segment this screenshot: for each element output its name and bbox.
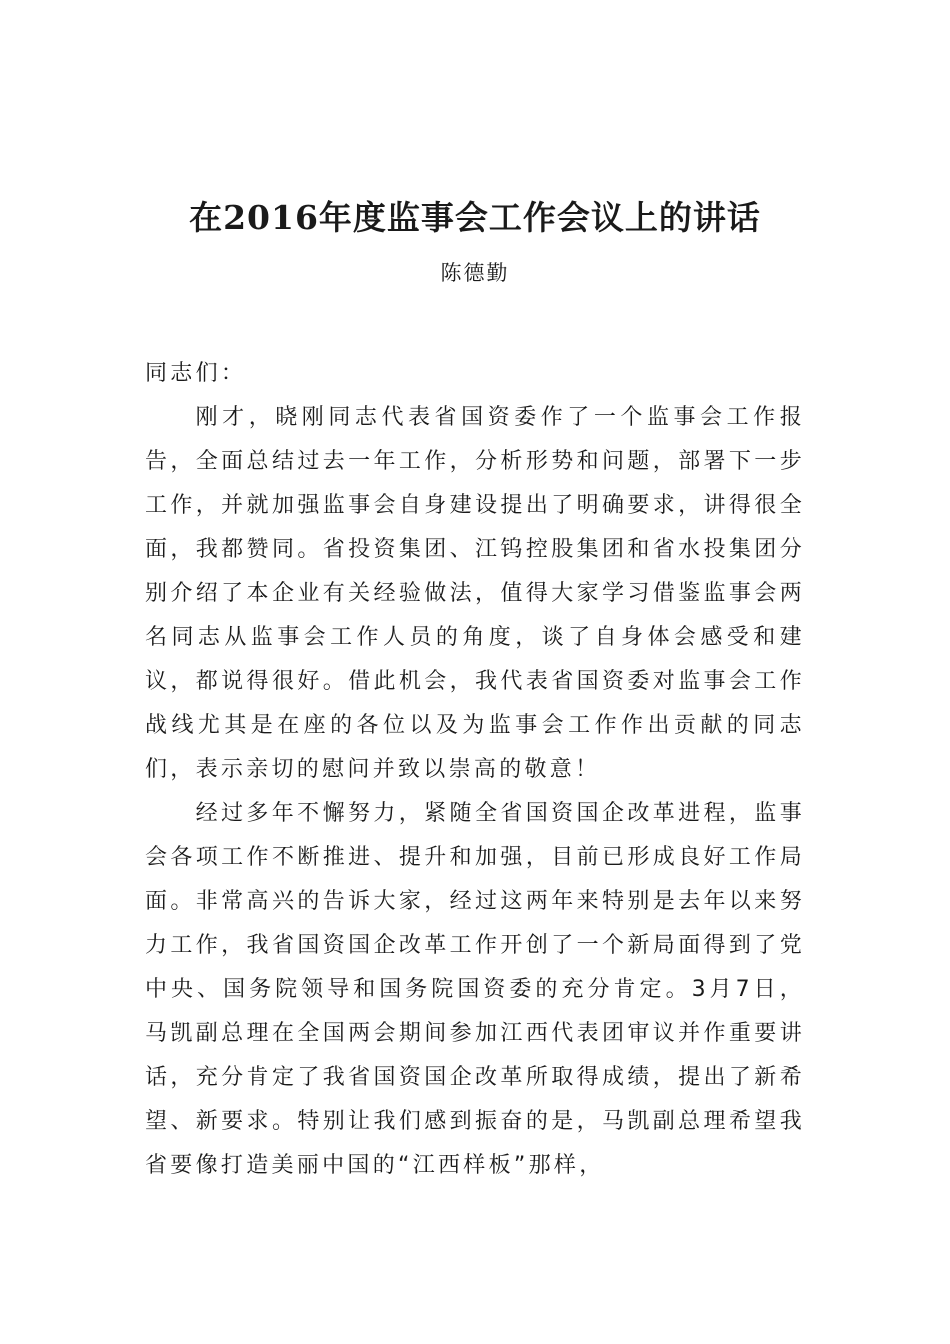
document-title: 在2016年度监事会工作会议上的讲话	[189, 198, 761, 237]
salutation: 同志们：	[145, 361, 247, 386]
paragraph-1: 刚才，晓刚同志代表省国资委作了一个监事会工作报告，全面总结过去一年工作，分析形势和问题，部署下一步工作，并就加强监事会自身建设提出了明确要求，讲得很全面，我都赞同。省投资集团、江钨控股集团和省水投集团分别介绍了本企业有关经验做法，值得大家学习借鉴监事会两名同志从监事会工作人员的角度，谈了自身体会感受和建议，都说得很好。借此机会，我代表省国资委对监事会工作战线尤其是在座的各位以及为监事会工作作出贡献的同志们，表示亲切的慰问并致以崇高的敬意！	[145, 405, 805, 782]
document-body	[145, 352, 805, 1188]
document-author: 陈德勤	[440, 261, 510, 285]
paragraph-2: 经过多年不懈努力，紧随全省国资国企改革进程，监事会各项工作不断推进、提升和加强，目前已形成良好工作局面。非常高兴的告诉大家，经过这两年来特别是去年以来努力工作，我省国资国企改革工作开创了一个新局面得到了党中央、国务院领导和国务院国资委的充分肯定。3月7日，马凯副总理在全国两会期间参加江西代表团审议并作重要讲话，充分肯定了我省国资国企改革所取得成绩，提出了新希望、新要求。特别让我们感到振奋的是，马凯副总理希望我省要像打造美丽中国的“江西样板”那样，	[145, 801, 805, 1178]
